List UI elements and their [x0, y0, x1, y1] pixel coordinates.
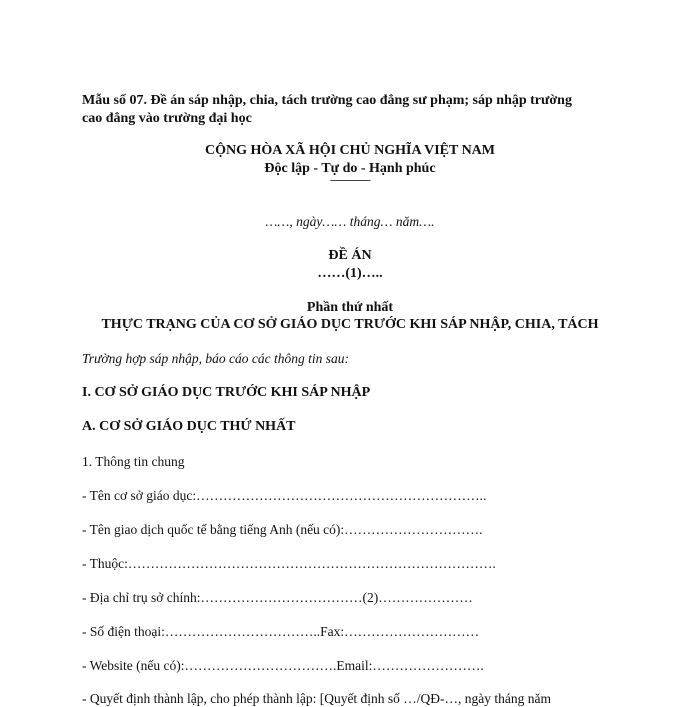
- section-a-heading: A. CƠ SỞ GIÁO DỤC THỨ NHẤT: [82, 419, 296, 434]
- date-line: ……, ngày…… tháng… năm….: [265, 214, 435, 229]
- part-heading: THỰC TRẠNG CỦA CƠ SỞ GIÁO DỤC TRƯỚC KHI SÁP NHẬP, CHIA, TÁCH: [101, 317, 599, 332]
- field-belongs-to: - Thuộc:……………………………………………………………………….: [82, 556, 496, 571]
- field-english-name: - Tên giao dịch quốc tế bằng tiếng Anh (nếu có):………………………….: [82, 522, 483, 537]
- field-head-office-address: - Địa chỉ trụ sở chính:………………………………(2)…………………: [82, 590, 473, 605]
- section-i-heading: I. CƠ SỞ GIÁO DỤC TRƯỚC KHI SÁP NHẬP: [82, 385, 371, 400]
- field-phone-fax: - Số điện thoại:……………………………..Fax:…………………………: [82, 624, 480, 639]
- header-separator: ---------------: [330, 174, 370, 186]
- project-subtitle: ……(1)…..: [317, 266, 383, 281]
- form-title-line-1: Mẫu số 07. Đề án sáp nhập, chia, tách trường cao đẳng sư phạm; sáp nhập trường: [82, 93, 572, 108]
- field-institution-name: - Tên cơ sở giáo dục:………………………………………………………..: [82, 488, 487, 503]
- national-motto: Độc lập - Tự do - Hạnh phúc: [264, 161, 436, 176]
- country-name: CỘNG HÒA XÃ HỘI CHỦ NGHĨA VIỆT NAM: [204, 143, 495, 158]
- subsection-general-info: 1. Thông tin chung: [82, 454, 185, 469]
- field-website-email: - Website (nếu có):…………………………….Email:…………………….: [82, 658, 484, 673]
- field-establishment-decision: - Quyết định thành lập, cho phép thành lập: [Quyết định số …/QĐ-…, ngày tháng năm: [82, 691, 552, 706]
- part-label: Phần thứ nhất: [306, 300, 394, 315]
- merge-note: Trường hợp sáp nhập, báo cáo các thông tin sau:: [82, 351, 350, 366]
- project-title: ĐỀ ÁN: [328, 248, 372, 263]
- form-title-line-2: cao đẳng vào trường đại học: [82, 111, 252, 126]
